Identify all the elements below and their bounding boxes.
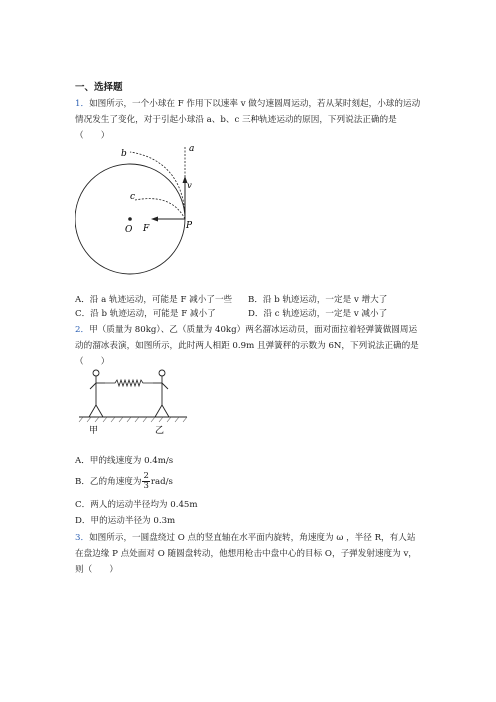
q1-text-1: 如图所示，一个小球在 F 作用下以速率 v 做匀速圆周运动，若从某时刻起，小球的运动: [89, 99, 421, 109]
q2-option-d: D．甲的运动半径为 0.3m: [75, 516, 176, 526]
spring: [105, 380, 153, 386]
label-jia: 甲: [89, 426, 99, 436]
q2-option-c: C．两人的运动半径均为 0.45m: [75, 500, 198, 510]
fraction-denominator: 3: [143, 481, 149, 491]
q1-line2: 情况发生了变化，对于引起小球沿 a、b、c 三种轨迹运动的原因，下列说法正确的是: [75, 115, 397, 125]
q3-line2: 在盘边缘 P 点处面对 O 随圆盘转动，他想用枪击中盘中心的目标 O，子弹发射速度为 v，: [75, 549, 417, 559]
q1-figure: [75, 142, 225, 292]
label-p: P: [186, 221, 193, 231]
q3-text-1: 如图所示，一圆盘绕过 O 点的竖直轴在水平面内旋转，角速度为 ω ，半径 R，有人站: [89, 533, 416, 543]
label-c: c: [130, 192, 136, 202]
trajectory-c: [135, 199, 185, 219]
q1-option-c: C．沿 b 轨迹运动，可能是 F 减小了: [75, 309, 216, 319]
skater-jia: [89, 370, 105, 417]
q1-number: 1．: [75, 99, 90, 109]
q3-line1: [75, 530, 415, 546]
label-a: a: [189, 144, 195, 154]
fraction: [142, 472, 149, 491]
q1-line1: [75, 96, 420, 112]
q2-text-1: 甲（质量为 80kg）、乙（质量为 40kg）两名溜冰运动员，面对面拉着轻弹簧做圆周运: [89, 325, 418, 335]
q2-line2: 动的溜冰表演，如图所示，此时两人相距 0.9m 且弹簧秤的示数为 6N，下列说法正确的是: [75, 341, 419, 351]
q2-option-b-prefix: B．乙的角速度为: [75, 477, 142, 487]
q2-option-b-unit: rad/s: [150, 477, 173, 487]
label-f: F: [143, 224, 150, 234]
q3-line3: 则（ ）: [75, 565, 118, 575]
label-yi: 乙: [155, 426, 165, 436]
q1-option-d: D．沿 c 轨迹运动，一定是 v 减小了: [248, 309, 388, 319]
q1-option-a: A．沿 a 轨迹运动，可能是 F 减小了一些: [75, 295, 233, 305]
q2-blank: （ ）: [75, 357, 110, 367]
q2-line1: [75, 322, 417, 338]
q2-figure: [75, 367, 195, 437]
label-v: v: [187, 181, 192, 191]
trajectory-b: [130, 152, 185, 219]
q1-blank: （ ）: [75, 131, 110, 141]
skater-yi: [153, 370, 169, 417]
force-arrowhead: [151, 217, 158, 222]
section-title: 一、选择题: [75, 82, 123, 93]
q3-number: 3．: [75, 533, 90, 543]
ground-hatch: [79, 417, 187, 422]
q2-option-a: A．甲的线速度为 0.4m/s: [75, 456, 174, 466]
q2-number: 2．: [75, 325, 90, 335]
fraction-numerator: 2: [143, 471, 149, 481]
label-o: O: [125, 225, 133, 235]
label-b: b: [121, 149, 127, 159]
q1-option-b: B．沿 b 轨迹运动，一定是 v 增大了: [248, 295, 388, 305]
q2-option-b: [75, 472, 173, 492]
center-dot: [128, 217, 132, 221]
